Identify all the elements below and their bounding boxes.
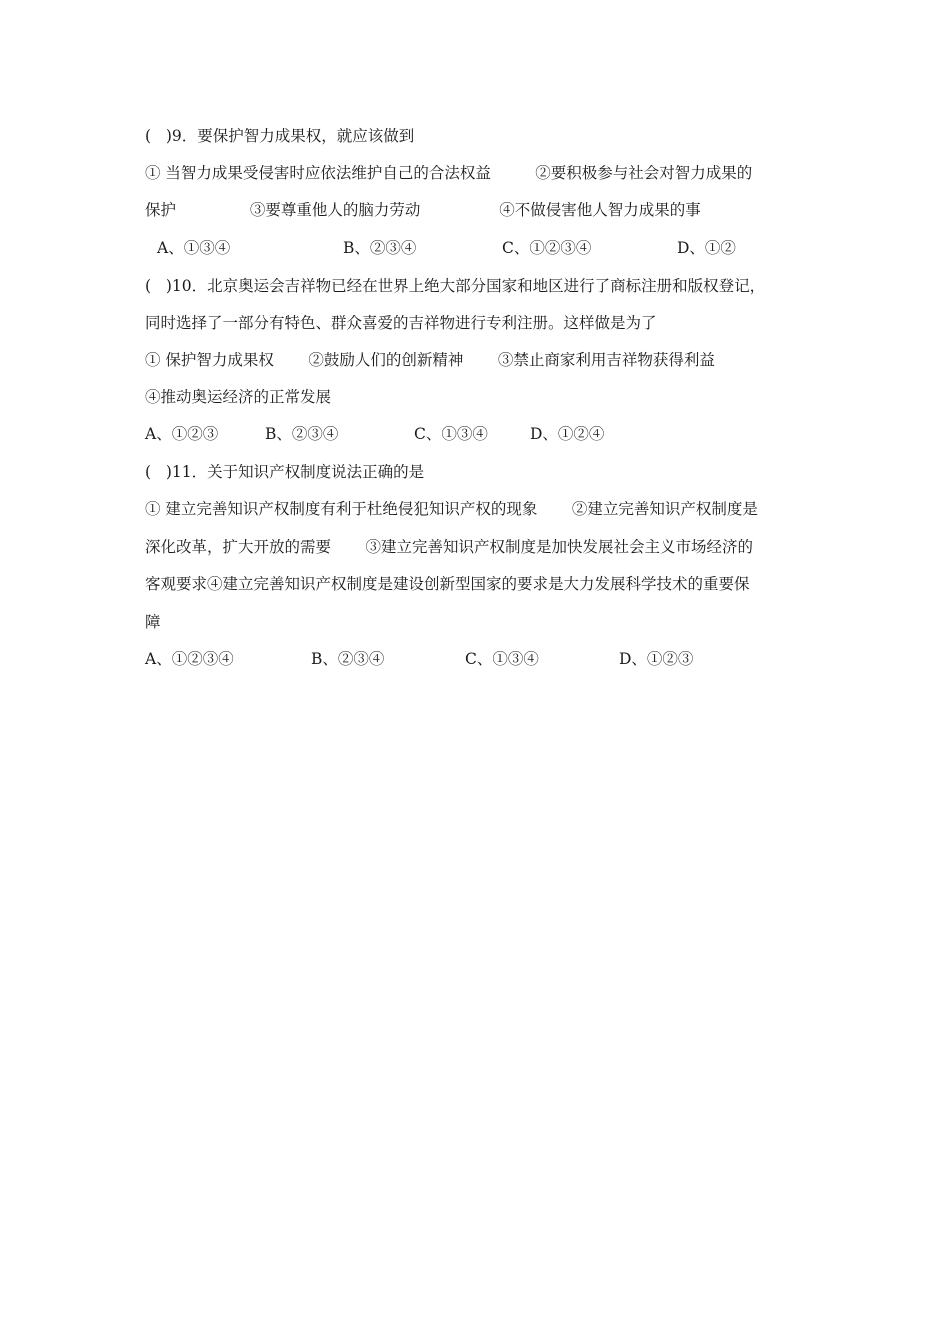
option-c: C、①②③④ bbox=[502, 239, 592, 257]
option-b: B、②③④ bbox=[343, 239, 417, 257]
question-10-stem-line: 同时选择了一部分有特色、群众喜爱的吉祥物进行专利注册。这样做是为了 bbox=[145, 314, 657, 332]
question-10-statement-line: ④推动奥运经济的正常发展 bbox=[145, 388, 332, 406]
question-11-statement-line: ① 建立完善知识产权制度有利于杜绝侵犯知识产权的现象 ②建立完善知识产权制度是 bbox=[145, 500, 758, 518]
option-c: C、①③④ bbox=[414, 425, 488, 443]
option-a: A、①②③ bbox=[145, 425, 219, 443]
question-9-stem: ( )9．要保护智力成果权，就应该做到 bbox=[145, 127, 415, 145]
option-b: B、②③④ bbox=[311, 650, 385, 668]
question-9-statement-line: 保护 ③要尊重他人的脑力劳动 ④不做侵害他人智力成果的事 bbox=[145, 201, 701, 219]
option-d: D、①②④ bbox=[530, 425, 605, 443]
question-11-statement-line: 深化改革，扩大开放的需要 ③建立完善知识产权制度是加快发展社会主义市场经济的 bbox=[145, 538, 753, 556]
option-d: D、①②③ bbox=[619, 650, 694, 668]
question-9-statement-line: ① 当智力成果受侵害时应依法维护自己的合法权益 ②要积极参与社会对智力成果的 bbox=[145, 164, 753, 182]
option-a: A、①③④ bbox=[157, 239, 231, 257]
question-11-stem: ( )11．关于知识产权制度说法正确的是 bbox=[145, 463, 425, 481]
question-10-stem-line: ( )10．北京奥运会吉祥物已经在世界上绝大部分国家和地区进行了商标注册和版权登记， bbox=[145, 277, 766, 295]
question-11-statement-line: 障 bbox=[145, 613, 161, 631]
option-b: B、②③④ bbox=[265, 425, 339, 443]
question-11-options bbox=[145, 649, 845, 669]
option-c: C、①③④ bbox=[465, 650, 539, 668]
question-10-options bbox=[145, 424, 845, 444]
question-11-statement-line: 客观要求④建立完善知识产权制度是建设创新型国家的要求是大力发展科学技术的重要保 bbox=[145, 575, 750, 593]
option-a: A、①②③④ bbox=[145, 650, 234, 668]
option-d: D、①② bbox=[677, 239, 736, 257]
question-10-statement-line: ① 保护智力成果权 ②鼓励人们的创新精神 ③禁止商家利用吉祥物获得利益 bbox=[145, 351, 715, 369]
question-9-options bbox=[145, 238, 845, 258]
